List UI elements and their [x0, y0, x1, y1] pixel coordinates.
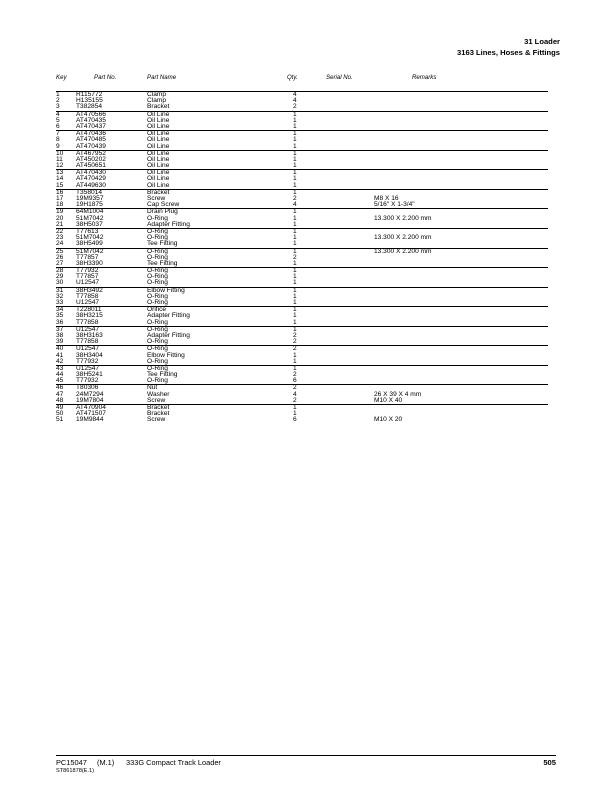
part-number: AT470566 [76, 110, 106, 118]
part-row [56, 261, 548, 267]
part-row [56, 241, 548, 247]
part-number: T77858 [76, 292, 99, 300]
part-qty: 1 [293, 325, 297, 333]
part-key: 42 [56, 357, 64, 365]
part-name: Drain Plug [147, 208, 178, 216]
part-name: O-Ring [147, 345, 168, 353]
part-qty: 1 [293, 227, 297, 235]
footer-model: 333G Compact Track Loader [126, 758, 221, 767]
part-remarks: 13.300 X 2.200 mm [374, 247, 432, 255]
part-number: T77857 [76, 273, 99, 281]
part-key: 46 [56, 384, 64, 392]
part-qty: 1 [293, 149, 297, 157]
part-name: Adapter Fitting [147, 331, 190, 339]
part-number: AT471507 [76, 410, 106, 418]
part-qty: 1 [293, 130, 297, 138]
part-number: 19M9357 [76, 195, 104, 202]
part-number: U12547 [76, 279, 100, 287]
part-qty: 1 [293, 299, 297, 306]
part-qty: 2 [293, 103, 297, 111]
part-remarks: 13.300 X 2.200 mm [374, 214, 432, 222]
part-qty: 1 [293, 142, 297, 150]
part-row [56, 359, 548, 365]
part-qty: 1 [293, 312, 297, 320]
part-qty: 1 [293, 234, 297, 242]
part-key: 7 [56, 130, 60, 138]
part-number: T77858 [76, 318, 99, 326]
part-number: 51M7042 [76, 247, 104, 255]
part-row [56, 222, 548, 228]
part-qty: 2 [293, 331, 297, 339]
part-name: O-Ring [147, 214, 168, 222]
part-key: 43 [56, 364, 64, 372]
part-key: 10 [56, 149, 64, 157]
part-group [56, 111, 548, 131]
part-name: Screw [147, 195, 166, 202]
part-key: 13 [56, 169, 64, 177]
part-key: 4 [56, 110, 60, 118]
part-key: 50 [56, 410, 64, 418]
part-number: 38H5241 [76, 371, 103, 379]
part-name: Washer [147, 390, 170, 398]
part-key: 19 [56, 208, 64, 216]
part-name: O-Ring [147, 227, 168, 235]
part-name: O-Ring [147, 318, 168, 326]
part-qty: 2 [293, 371, 297, 379]
part-name: Orifice [147, 306, 167, 314]
part-name: O-Ring [147, 273, 168, 281]
part-qty: 1 [293, 273, 297, 281]
part-name: O-Ring [147, 279, 168, 287]
part-qty: 2 [293, 384, 297, 392]
part-number: T358014 [76, 188, 103, 196]
part-key: 29 [56, 273, 64, 281]
part-number: T77858 [76, 338, 99, 346]
part-number: AT470436 [76, 130, 106, 138]
part-key: 49 [56, 404, 64, 411]
part-row [56, 144, 548, 150]
part-group [56, 306, 548, 326]
part-group [56, 267, 548, 287]
part-name: Clamp [147, 91, 167, 98]
part-number: H135155 [76, 97, 103, 105]
footer-revision: (M.1) [97, 758, 115, 767]
part-name: Oil Line [147, 155, 170, 163]
part-key: 17 [56, 195, 64, 202]
part-qty: 1 [293, 351, 297, 359]
part-group [56, 345, 548, 365]
part-key: 3 [56, 103, 60, 111]
part-key: 36 [56, 318, 64, 326]
part-name: Tee Fitting [147, 240, 178, 248]
part-group [56, 404, 548, 424]
footer-catalog: PC15047 [56, 758, 87, 767]
part-name: O-Ring [147, 364, 168, 372]
part-name: O-Ring [147, 267, 168, 275]
part-key: 8 [56, 136, 60, 144]
part-number: 19M9844 [76, 416, 104, 424]
part-group [56, 150, 548, 170]
part-number: U12547 [76, 345, 100, 353]
part-number: AT449630 [76, 181, 106, 189]
part-qty: 4 [293, 91, 297, 98]
part-row [56, 339, 548, 345]
part-number: AT450651 [76, 162, 106, 170]
part-name: O-Ring [147, 357, 168, 365]
part-row [56, 163, 548, 169]
part-name: O-Ring [147, 338, 168, 346]
part-key: 44 [56, 371, 64, 379]
part-number: AT450202 [76, 155, 106, 163]
part-qty: 1 [293, 357, 297, 365]
part-remarks: 5/16" X 1-3/4" [374, 201, 415, 209]
part-qty: 1 [293, 181, 297, 189]
part-name: Screw [147, 416, 166, 424]
part-number: 38H3163 [76, 331, 103, 339]
part-qty: 2 [293, 253, 297, 261]
part-qty: 6 [293, 377, 297, 385]
part-qty: 1 [293, 259, 297, 267]
part-key: 38 [56, 331, 64, 339]
part-group [56, 365, 548, 385]
part-key: 45 [56, 377, 64, 385]
part-number: 19H1875 [76, 201, 103, 209]
part-row [56, 280, 548, 286]
part-number: 24M7294 [76, 390, 104, 398]
part-name: Oil Line [147, 142, 170, 150]
part-row [56, 417, 548, 423]
part-key: 48 [56, 396, 64, 404]
part-number: T77932 [76, 357, 99, 365]
part-number: U12547 [76, 299, 100, 306]
part-qty: 4 [293, 201, 297, 209]
part-name: Adapter Fitting [147, 220, 190, 228]
column-header-key: Key [56, 74, 67, 81]
part-key: 6 [56, 122, 60, 130]
part-remarks: 13.300 X 2.200 mm [374, 234, 432, 242]
part-number: 51M7042 [76, 234, 104, 242]
part-key: 28 [56, 267, 64, 275]
column-header-qty: Qty. [287, 74, 298, 81]
part-key: 24 [56, 240, 64, 248]
part-number: T80306 [76, 384, 99, 392]
part-name: Oil Line [147, 122, 170, 130]
part-number: U12547 [76, 364, 100, 372]
part-name: Bracket [147, 410, 170, 418]
part-key: 32 [56, 292, 64, 300]
part-number: U12547 [76, 325, 100, 333]
part-name: Oil Line [147, 136, 170, 144]
part-key: 30 [56, 279, 64, 287]
part-group [56, 189, 548, 209]
part-number: 64M1004 [76, 208, 104, 216]
part-name: Screw [147, 396, 166, 404]
part-key: 47 [56, 390, 64, 398]
part-row [56, 398, 548, 404]
part-name: O-Ring [147, 253, 168, 261]
part-qty: 6 [293, 416, 297, 424]
part-number: 38H3390 [76, 259, 103, 267]
part-key: 39 [56, 338, 64, 346]
part-key: 40 [56, 345, 64, 353]
part-key: 35 [56, 312, 64, 320]
part-group [56, 248, 548, 268]
footer-doc-code: ST861878(E.1) [56, 768, 94, 774]
part-qty: 1 [293, 220, 297, 228]
part-qty: 1 [293, 175, 297, 183]
part-name: Elbow Fitting [147, 351, 185, 359]
part-number: T77932 [76, 267, 99, 275]
part-key: 23 [56, 234, 64, 242]
part-qty: 2 [293, 396, 297, 404]
part-number: AT470904 [76, 404, 106, 411]
part-qty: 1 [293, 136, 297, 144]
part-name: Adapter Fitting [147, 312, 190, 320]
part-name: Bracket [147, 404, 170, 411]
parts-list [56, 91, 548, 424]
part-name: Oil Line [147, 116, 170, 124]
part-qty: 1 [293, 286, 297, 294]
part-name: Tee Fitting [147, 371, 178, 379]
part-qty: 4 [293, 97, 297, 105]
part-row [56, 183, 548, 189]
part-row [56, 320, 548, 326]
part-qty: 1 [293, 116, 297, 124]
part-key: 25 [56, 247, 64, 255]
part-key: 22 [56, 227, 64, 235]
column-header-part-no: Part No. [94, 74, 117, 81]
part-number: 38H5037 [76, 220, 103, 228]
part-name: Clamp [147, 97, 167, 105]
part-qty: 1 [293, 279, 297, 287]
part-key: 2 [56, 97, 60, 105]
part-number: AT470435 [76, 116, 106, 124]
part-name: Tee Fitting [147, 259, 178, 267]
part-qty: 1 [293, 410, 297, 418]
part-number: 38H3492 [76, 286, 103, 294]
part-key: 27 [56, 259, 64, 267]
part-key: 1 [56, 91, 60, 98]
part-key: 37 [56, 325, 64, 333]
part-group [56, 384, 548, 404]
part-number: AT470485 [76, 136, 106, 144]
part-name: Oil Line [147, 181, 170, 189]
part-qty: 1 [293, 247, 297, 255]
page-header [457, 36, 560, 58]
part-key: 31 [56, 286, 64, 294]
part-qty: 1 [293, 110, 297, 118]
part-number: 38H3215 [76, 312, 103, 320]
part-qty: 1 [293, 162, 297, 170]
subsection-title: 3163 Lines, Hoses & Fittings [457, 48, 560, 57]
part-row [56, 300, 548, 306]
part-number: T382854 [76, 103, 103, 111]
part-name: Bracket [147, 188, 170, 196]
part-qty: 1 [293, 404, 297, 411]
part-number: 38H5499 [76, 240, 103, 248]
part-key: 34 [56, 306, 64, 314]
part-group [56, 287, 548, 307]
part-number: T228011 [76, 306, 102, 314]
part-key: 16 [56, 188, 64, 196]
footer-rule [56, 755, 556, 756]
part-key: 26 [56, 253, 64, 261]
part-number: 38H3404 [76, 351, 103, 359]
part-key: 15 [56, 181, 64, 189]
part-name: O-Ring [147, 234, 168, 242]
part-name: Nut [147, 384, 158, 392]
section-title: 31 Loader [524, 37, 560, 46]
part-name: O-Ring [147, 292, 168, 300]
part-qty: 1 [293, 267, 297, 275]
part-qty: 1 [293, 208, 297, 216]
part-qty: 2 [293, 345, 297, 353]
part-qty: 1 [293, 214, 297, 222]
column-header-part-name: Part Name [147, 74, 177, 81]
part-key: 33 [56, 299, 64, 306]
part-name: Oil Line [147, 110, 170, 118]
part-qty: 2 [293, 338, 297, 346]
part-number: R115772 [76, 91, 103, 98]
part-key: 12 [56, 162, 64, 170]
part-group [56, 169, 548, 189]
part-qty: 1 [293, 364, 297, 372]
part-qty: 1 [293, 306, 297, 314]
part-remarks: M10 X 20 [374, 416, 403, 424]
part-key: 11 [56, 155, 63, 163]
part-number: AT470430 [76, 169, 106, 177]
part-row [56, 378, 548, 384]
part-name: O-Ring [147, 247, 168, 255]
part-number: 19M7804 [76, 396, 104, 404]
part-number: T77613 [76, 227, 99, 235]
part-name: Bracket [147, 103, 170, 111]
part-number: 51M7042 [76, 214, 104, 222]
page-number: 505 [543, 758, 556, 767]
column-header-serial-no: Serial No. [326, 74, 353, 81]
part-qty: 1 [293, 122, 297, 130]
part-qty: 1 [293, 155, 297, 163]
part-name: O-Ring [147, 325, 168, 333]
part-row [56, 124, 548, 130]
part-number: T77857 [76, 253, 99, 261]
part-number: AT470437 [76, 122, 106, 130]
part-row [56, 104, 548, 110]
part-group [56, 91, 548, 111]
part-number: T77932 [76, 377, 99, 385]
part-qty: 4 [293, 390, 297, 398]
part-name: O-Ring [147, 377, 168, 385]
part-group [56, 228, 548, 248]
part-key: 14 [56, 175, 64, 183]
part-row [56, 202, 548, 208]
part-group [56, 208, 548, 228]
part-qty: 1 [293, 292, 297, 300]
part-name: O-Ring [147, 299, 168, 306]
part-name: Oil Line [147, 130, 170, 138]
column-header-remarks: Remarks [412, 74, 437, 81]
part-key: 18 [56, 201, 64, 209]
part-key: 5 [56, 116, 60, 124]
part-name: Cap Screw [147, 201, 180, 209]
part-group [56, 326, 548, 346]
part-number: AT470429 [76, 175, 106, 183]
part-remarks: M8 X 16 [374, 195, 399, 202]
part-key: 41 [56, 351, 64, 359]
part-name: Elbow Fitting [147, 286, 185, 294]
part-number: AT467952 [76, 149, 106, 157]
part-name: Oil Line [147, 169, 170, 177]
part-qty: 1 [293, 169, 297, 177]
part-key: 20 [56, 214, 64, 222]
part-key: 9 [56, 142, 60, 150]
part-key: 51 [56, 416, 64, 424]
part-qty: 1 [293, 240, 297, 248]
part-name: Oil Line [147, 175, 170, 183]
part-remarks: 26 X 39 X 4 mm [374, 390, 422, 398]
part-remarks: M10 X 40 [374, 396, 403, 404]
part-qty: 1 [293, 188, 297, 196]
part-name: Oil Line [147, 162, 170, 170]
part-qty: 2 [293, 195, 297, 202]
part-key: 21 [56, 220, 64, 228]
part-qty: 1 [293, 318, 297, 326]
part-name: Oil Line [147, 149, 170, 157]
part-group [56, 130, 548, 150]
part-number: AT470439 [76, 142, 106, 150]
